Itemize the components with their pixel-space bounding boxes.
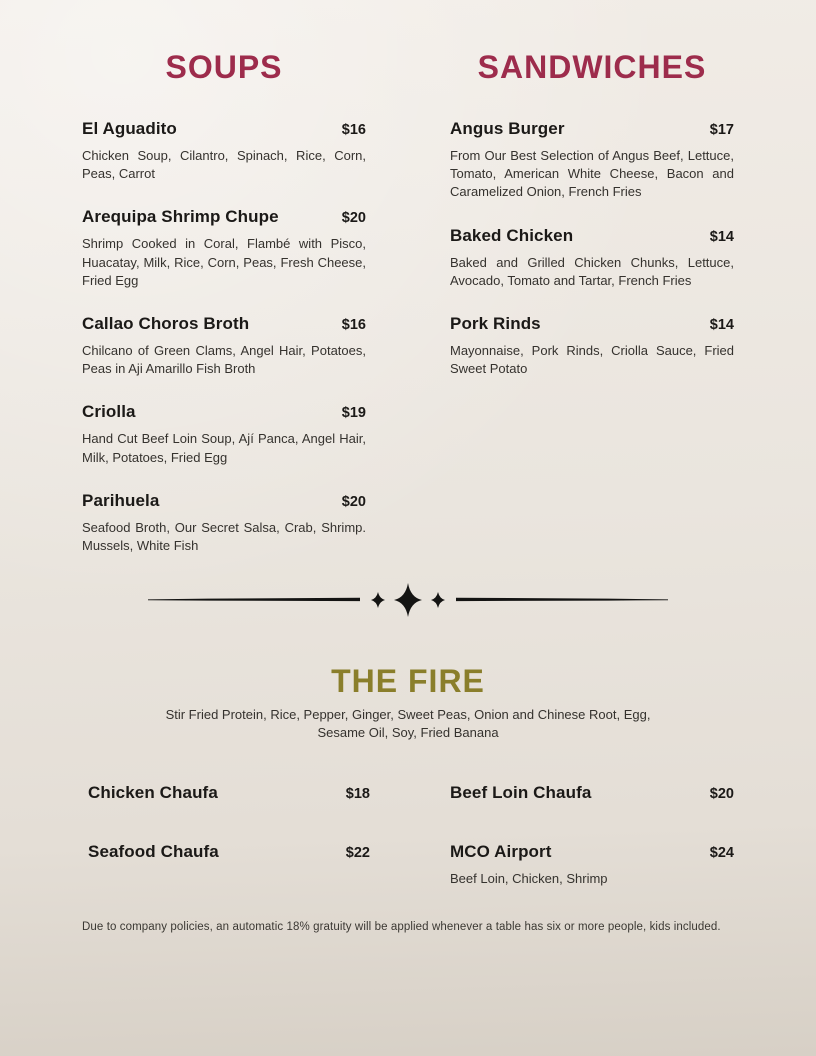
item-price: $14 bbox=[709, 316, 734, 333]
menu-item bbox=[450, 314, 734, 378]
item-name: El Aguadito bbox=[82, 119, 177, 138]
menu-item bbox=[450, 783, 734, 804]
item-description: From Our Best Selection of Angus Beef, Lettuce, Tomato, American White Cheese, Bacon and Caramelized Onion, French Fries bbox=[450, 148, 734, 200]
fire-items-right bbox=[450, 783, 734, 926]
divider-ornament bbox=[148, 580, 668, 620]
item-description: Beef Loin, Chicken, Shrimp bbox=[450, 871, 608, 886]
item-description: Seafood Broth, Our Secret Salsa, Crab, Shrimp. Mussels, White Fish bbox=[82, 519, 366, 553]
item-price: $14 bbox=[709, 228, 734, 245]
section-soups bbox=[82, 49, 366, 579]
fire-items-left bbox=[88, 783, 370, 901]
item-price: $20 bbox=[341, 493, 366, 510]
item-name: Baked Chicken bbox=[450, 225, 574, 245]
item-price: $18 bbox=[345, 786, 370, 802]
item-name: Callao Choros Broth bbox=[82, 313, 250, 333]
item-price: $19 bbox=[341, 405, 366, 422]
item-price: $17 bbox=[709, 122, 734, 138]
menu-item bbox=[88, 783, 370, 804]
menu-item bbox=[450, 119, 734, 202]
menu-item bbox=[450, 226, 734, 290]
item-description: Hand Cut Beef Loin Soup, Ají Panca, Angel Hair, Milk, Potatoes, Fried Egg bbox=[82, 431, 366, 465]
menu-item bbox=[82, 402, 366, 466]
four-point-star-icon bbox=[431, 592, 445, 608]
sandwiches-title: SANDWICHES bbox=[477, 49, 707, 85]
item-price: $22 bbox=[345, 845, 370, 861]
item-price: $20 bbox=[709, 786, 734, 802]
menu-item bbox=[82, 491, 366, 555]
item-description: Baked and Grilled Chicken Chunks, Lettuce, Avocado, Tomato and Tartar, French Fries bbox=[450, 254, 734, 288]
menu-item bbox=[82, 119, 366, 183]
item-name: Arequipa Shrimp Chupe bbox=[82, 207, 279, 227]
item-name: Beef Loin Chaufa bbox=[450, 783, 592, 802]
fire-title: THE FIRE bbox=[331, 663, 485, 699]
four-point-star-icon bbox=[371, 592, 385, 608]
item-name: Criolla bbox=[82, 402, 136, 422]
item-name: Chicken Chaufa bbox=[88, 783, 218, 802]
menu-item bbox=[82, 207, 366, 290]
divider-line-left bbox=[148, 598, 360, 601]
menu-item bbox=[82, 314, 366, 378]
item-description: Mayonnaise, Pork Rinds, Criolla Sauce, Fried Sweet Potato bbox=[450, 342, 734, 377]
item-name: Angus Burger bbox=[450, 119, 565, 138]
item-price: $16 bbox=[341, 316, 366, 333]
item-description: Shrimp Cooked in Coral, Flambé with Pisco, Huacatay, Milk, Rice, Corn, Peas, Fresh Cheese, Fried Egg bbox=[82, 236, 366, 288]
item-description: Chilcano of Green Clams, Angel Hair, Potatoes, Peas in Aji Amarillo Fish Broth bbox=[82, 342, 366, 377]
menu-item bbox=[450, 842, 734, 888]
fire-subtitle: Stir Fried Protein, Rice, Pepper, Ginger, Sweet Peas, Onion and Chinese Root, Egg, Sesame Oil, Soy, Fried Banana bbox=[165, 707, 651, 740]
section-sandwiches bbox=[450, 49, 734, 402]
item-name: Pork Rinds bbox=[450, 313, 541, 333]
four-point-star-icon bbox=[394, 583, 422, 617]
item-price: $20 bbox=[341, 210, 366, 227]
item-description: Chicken Soup, Cilantro, Spinach, Rice, Corn, Peas, Carrot bbox=[82, 148, 366, 182]
item-name: Parihuela bbox=[82, 490, 160, 510]
item-name: MCO Airport bbox=[450, 842, 552, 861]
item-name: Seafood Chaufa bbox=[88, 842, 219, 861]
item-price: $16 bbox=[341, 122, 366, 138]
item-price: $24 bbox=[709, 845, 734, 861]
menu-item bbox=[88, 842, 370, 863]
gratuity-note: Due to company policies, an automatic 18% gratuity will be applied whenever a table has six or more people, kids included. bbox=[82, 921, 721, 933]
soups-title: SOUPS bbox=[165, 49, 283, 85]
divider-line-right bbox=[456, 598, 668, 601]
